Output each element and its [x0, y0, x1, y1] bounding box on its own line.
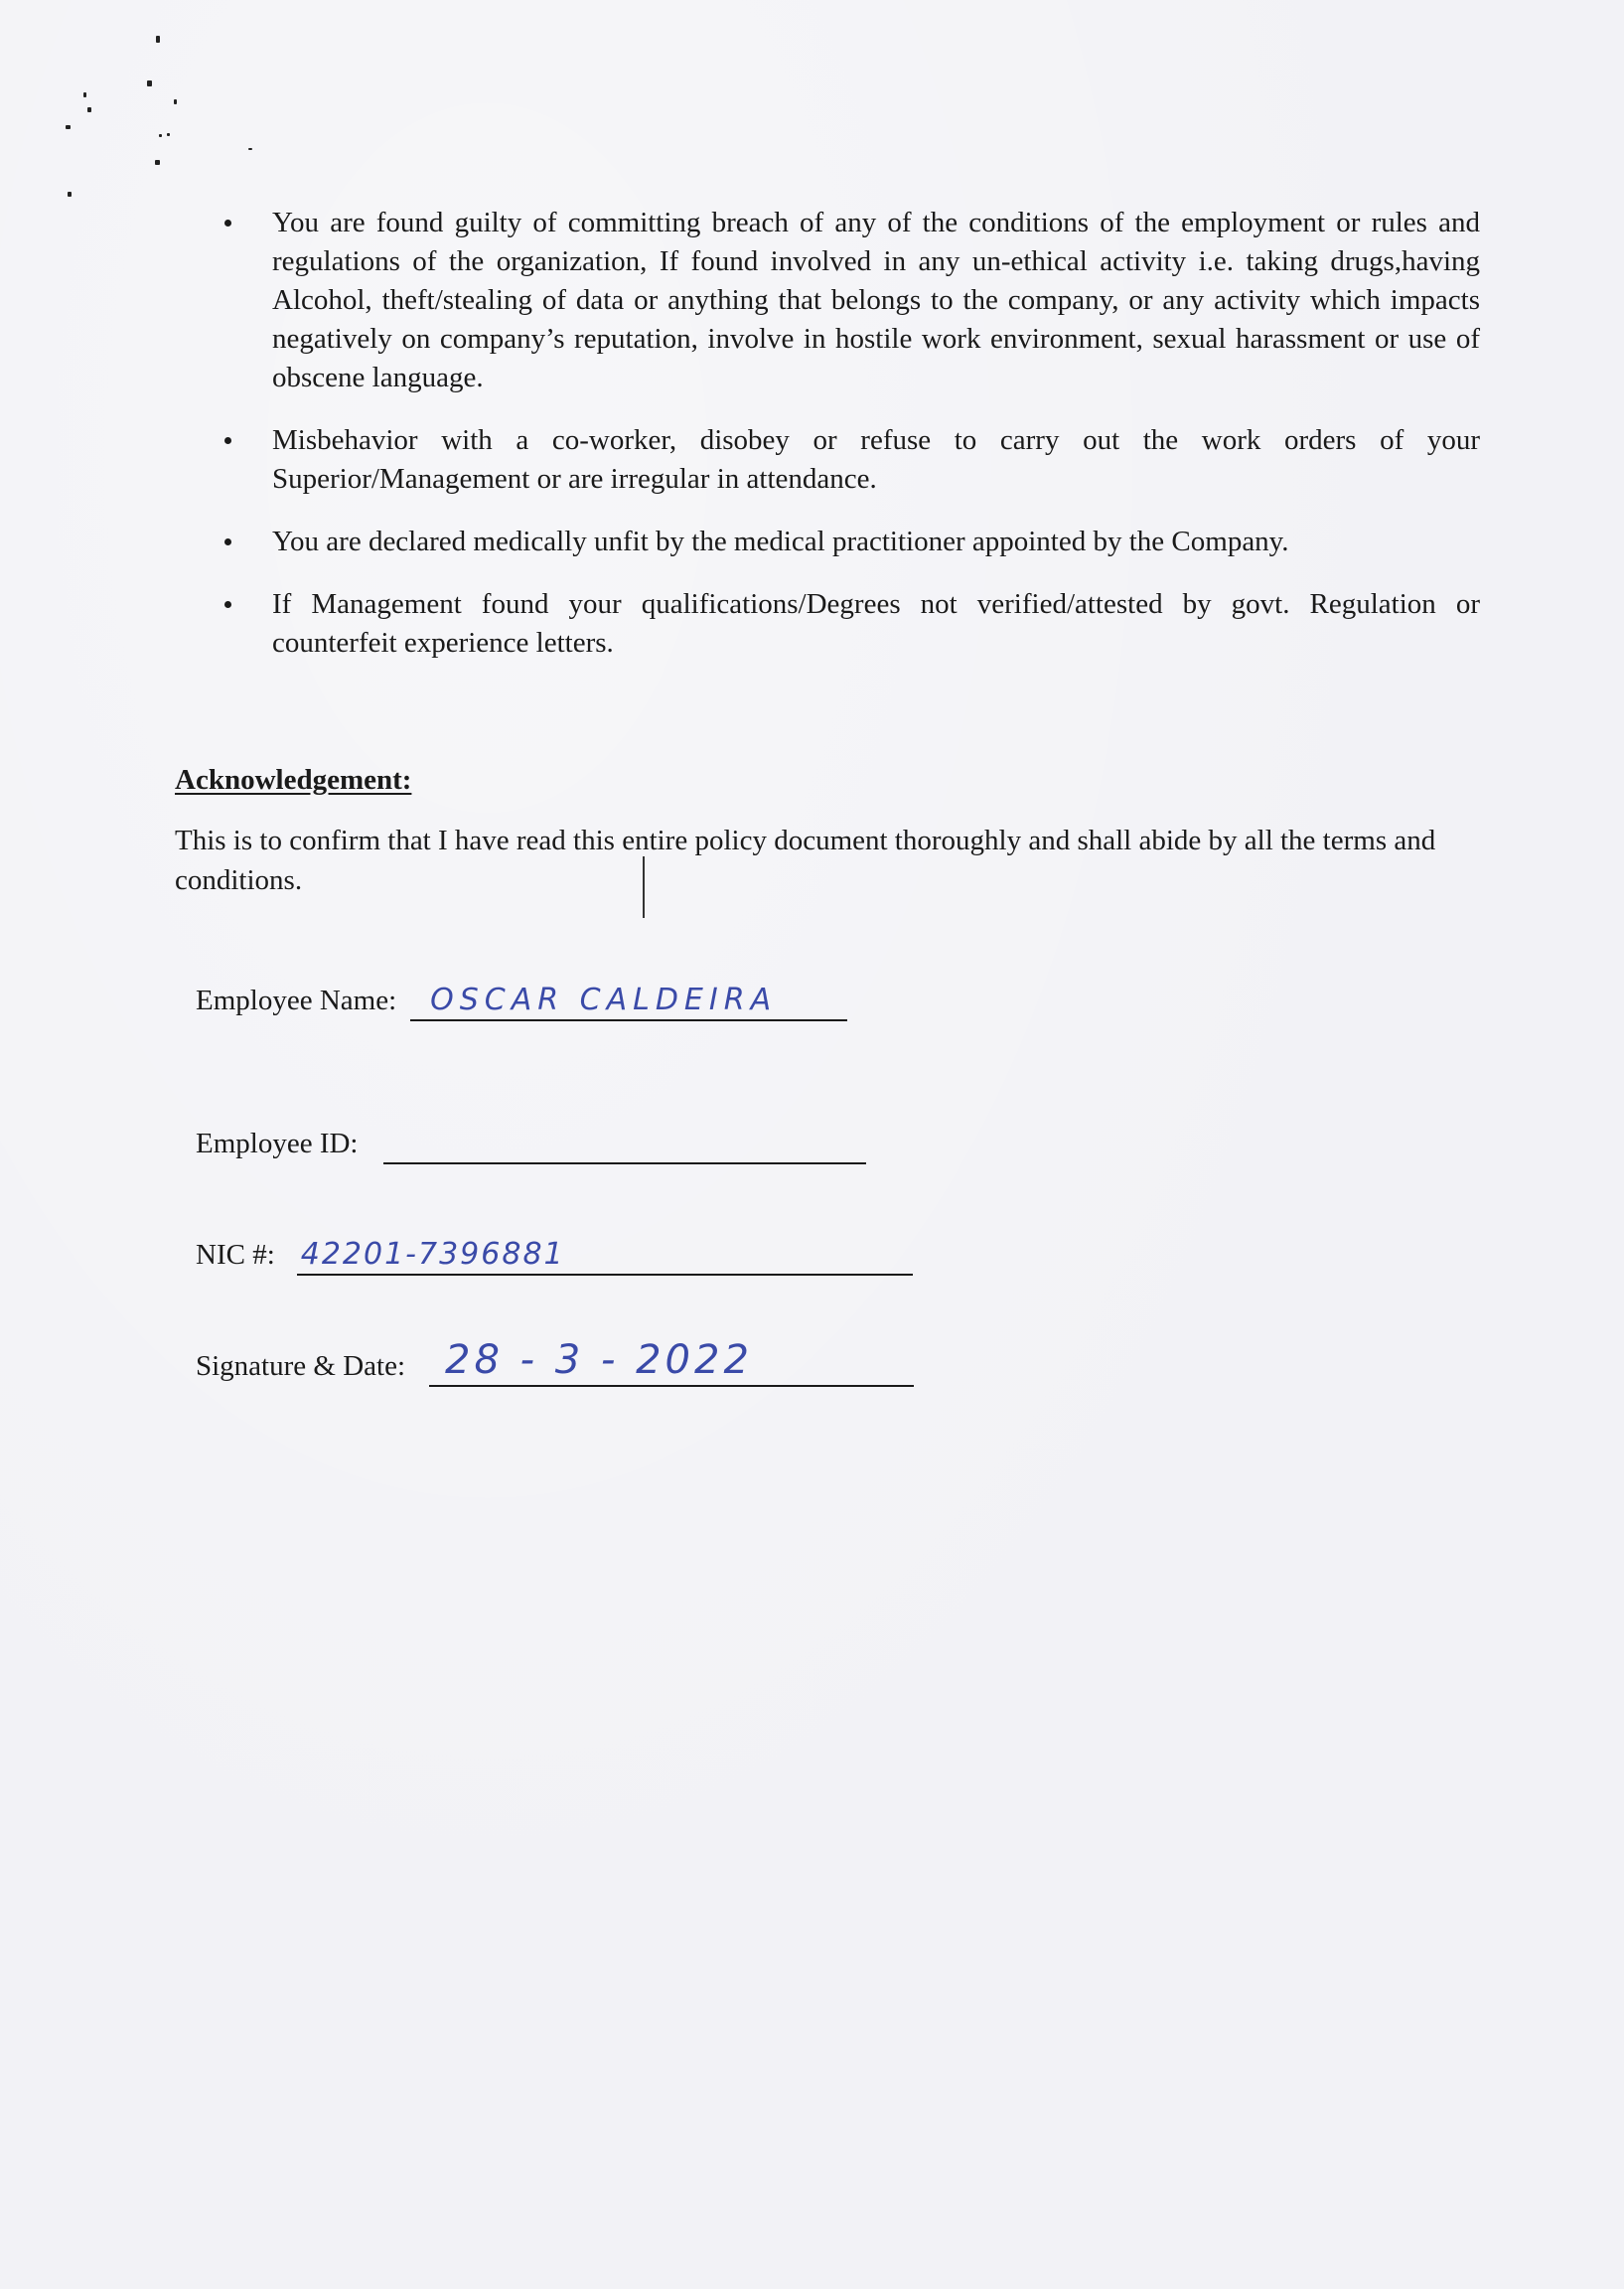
nic-input[interactable] [297, 1230, 913, 1276]
policy-bullet-item [219, 585, 1480, 663]
bullet-text: You are found guilty of committing breach of any of the conditions of the employment or rules and regulations of the organization, If found involved in any un-ethical activity i.e. taking drugs,having Alcohol, theft/stealing of data or anything that belongs to the company, or any activity which impacts negatively on company’s reputation, involve in hostile work environment, sexual harassment or use of obscene language. [272, 207, 1480, 393]
scan-speck [83, 92, 86, 97]
scan-artifact-line [643, 856, 645, 918]
acknowledgement-text: This is to confirm that I have read this entire policy document thoroughly and shall abide by all the terms and conditions. [175, 825, 1436, 896]
employee-id-field [196, 1119, 866, 1164]
employee-name-field [196, 976, 847, 1021]
policy-bullet-item [219, 421, 1480, 499]
employee-name-label: Employee Name: [196, 985, 397, 1016]
bullet-icon [224, 220, 231, 227]
acknowledgement-heading: Acknowledgement: [175, 764, 412, 796]
bullet-text: If Management found your qualifications/Degrees not verified/attested by govt. Regulation or counterfeit experience letters. [272, 588, 1480, 659]
bullet-icon [224, 437, 231, 444]
scan-speck [156, 36, 160, 43]
signature-date-label: Signature & Date: [196, 1350, 406, 1382]
bullet-icon [224, 538, 231, 545]
nic-value: 42201-7396881 [300, 1237, 565, 1272]
signature-date-input[interactable] [429, 1337, 914, 1387]
employee-id-input[interactable] [383, 1119, 866, 1164]
nic-field [196, 1230, 913, 1276]
nic-label: NIC #: [196, 1239, 275, 1271]
scan-speck [159, 134, 162, 137]
bullet-text: Misbehavior with a co-worker, disobey or refuse to carry out the work orders of your Superior/Management or are irregular in attendance. [272, 424, 1480, 495]
scan-speck [147, 80, 152, 86]
policy-bullet-item [219, 204, 1480, 397]
signature-date-value: 28 - 3 - 2022 [445, 1337, 753, 1383]
policy-bullet-item [219, 523, 1480, 561]
scan-speck [155, 160, 160, 165]
employee-id-label: Employee ID: [196, 1128, 359, 1159]
scan-speck [174, 99, 177, 104]
bullet-text: You are declared medically unfit by the medical practitioner appointed by the Company. [272, 526, 1289, 557]
policy-bullet-list [219, 204, 1480, 687]
scan-speck [68, 192, 72, 197]
employee-name-value: OSCAR CALDEIRA [430, 983, 778, 1017]
scan-speck [66, 125, 71, 129]
signature-date-field [196, 1337, 914, 1387]
scan-speck [87, 107, 91, 112]
bullet-icon [224, 601, 231, 608]
scan-speck [248, 148, 252, 150]
employee-name-input[interactable] [410, 976, 847, 1021]
scan-speck [167, 133, 170, 136]
